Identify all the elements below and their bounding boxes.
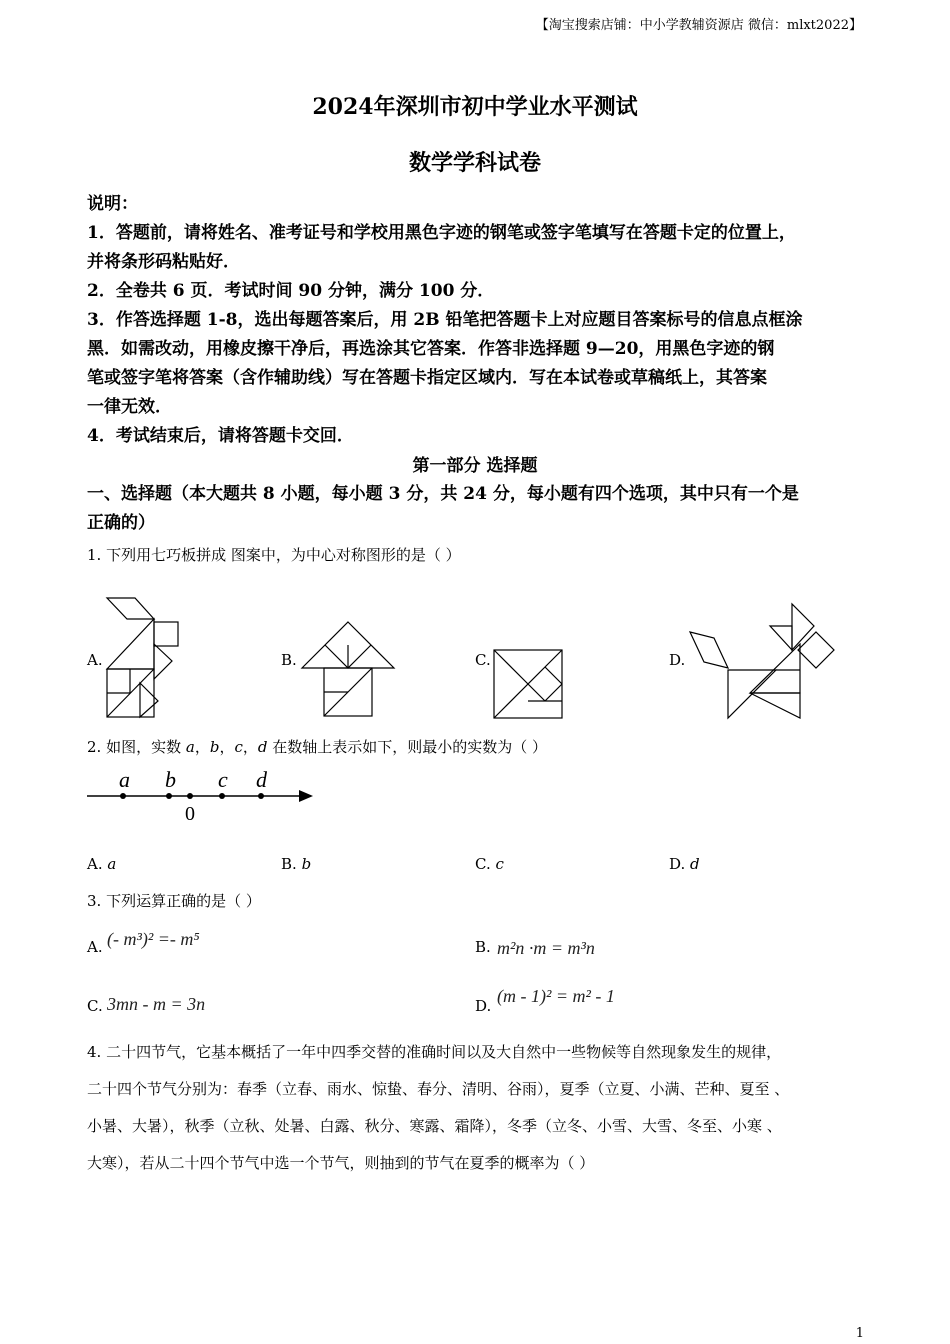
instruction-line: 1．答题前，请将姓名、准考证号和学校用黑色字迹的钢笔或签字笔填写在答题卡定的位置上， bbox=[87, 223, 796, 243]
part-heading bbox=[87, 480, 877, 538]
q1-option-a-label: A. bbox=[87, 651, 103, 669]
q2-option-c-value: c bbox=[495, 855, 504, 873]
q3-option-c-label: C. bbox=[87, 997, 103, 1015]
q2-var-b: b bbox=[209, 738, 220, 756]
q2-option-a-label: A. bbox=[87, 855, 108, 873]
q2-var-d: d bbox=[257, 738, 268, 756]
axis-label-b: b bbox=[165, 767, 176, 792]
q1-option-b-label: B. bbox=[281, 651, 297, 669]
question-3-text: 3. 下列运算正确的是（ ） bbox=[87, 892, 261, 910]
question-2-text: 2. 如图，实数 a，b，c，d 在数轴上表示如下，则最小的实数为（ ） bbox=[87, 738, 548, 756]
instruction-line: 并将条形码粘贴好． bbox=[87, 252, 240, 272]
section-title: 第一部分 选择题 bbox=[412, 456, 538, 476]
q3-option-d-expr: (m - 1)² = m² - 1 bbox=[497, 986, 615, 1006]
instruction-line: 说明： bbox=[87, 194, 138, 214]
q4-line: 小暑、大暑），秋季（立秋、处暑、白露、秋分、寒露、霜降），冬季（立冬、小雪、大雪、冬至、小寒 、 bbox=[87, 1117, 782, 1135]
tangram-figure-d bbox=[684, 598, 840, 722]
q2-option-c-label: C. bbox=[475, 855, 496, 873]
q2-option-b bbox=[281, 855, 311, 873]
number-line-figure bbox=[85, 764, 325, 828]
q1-option-c-label: C. bbox=[475, 651, 491, 669]
instructions bbox=[87, 190, 877, 451]
instruction-line: 黑．如需改动，用橡皮擦干净后，再选涂其它答案．作答非选择题 9—20，用黑色字迹的钢 bbox=[87, 339, 775, 359]
instruction-line: 4．考试结束后，请将答题卡交回． bbox=[87, 426, 354, 446]
q1-option-d-label: D. bbox=[669, 651, 686, 669]
question-4-text bbox=[87, 1034, 877, 1182]
q2-option-d-label: D. bbox=[669, 855, 691, 873]
q4-line: 大寒），若从二十四个节气中选一个节气，则抽到的节气在夏季的概率为（ ） bbox=[87, 1154, 595, 1172]
q2-text-post: 在数轴上表示如下，则最小的实数为（ ） bbox=[267, 738, 548, 756]
exam-subtitle: 数学学科试卷 bbox=[408, 150, 541, 176]
part-heading-line: 正确的） bbox=[87, 513, 155, 533]
point-a bbox=[120, 793, 126, 799]
instruction-line: 3．作答选择题 1-8，选出每题答案后，用 2B 铅笔把答题卡上对应题目答案标号的信息点框涂 bbox=[87, 310, 803, 330]
question-1-text: 1. 下列用七巧板拼成 图案中，为中心对称图形的是（ ） bbox=[87, 546, 461, 564]
q2-var-a: a bbox=[185, 738, 195, 756]
instruction-line: 一律无效． bbox=[87, 397, 172, 417]
instruction-line: 2．全卷共 6 页．考试时间 90 分钟，满分 100 分． bbox=[87, 281, 495, 301]
point-b bbox=[166, 793, 172, 799]
q2-option-a bbox=[87, 855, 116, 873]
tangram-figure-a bbox=[100, 592, 190, 724]
point-d bbox=[258, 793, 264, 799]
tangram-figure-b bbox=[296, 616, 400, 722]
q2-option-c bbox=[475, 855, 504, 873]
q3-option-b-label: B. bbox=[475, 938, 491, 956]
axis-arrow-icon bbox=[299, 790, 313, 802]
axis-label-c: c bbox=[218, 767, 228, 792]
q3-option-c-expr: 3mn - m = 3n bbox=[107, 994, 206, 1014]
part-heading-line: 一、选择题（本大题共 8 小题，每小题 3 分，共 24 分，每小题有四个选项，其中只有一个是 bbox=[87, 484, 799, 504]
tangram-figure-c bbox=[490, 646, 566, 722]
q3-option-a-label: A. bbox=[87, 938, 103, 956]
q2-var-c: c bbox=[234, 738, 243, 756]
q3-option-a-expr: (- m³)² =- m⁵ bbox=[107, 929, 200, 949]
q4-line: 4. 二十四节气，它基本概括了一年中四季交替的准确时间以及大自然中一些物候等自然现象发生的规律， bbox=[87, 1043, 782, 1061]
q2-option-d-value: d bbox=[690, 855, 700, 873]
page-number: 1 bbox=[855, 1326, 864, 1341]
axis-label-a: a bbox=[119, 767, 130, 792]
q2-text-pre: 2. 如图，实数 bbox=[87, 738, 186, 756]
q3-option-d-label: D. bbox=[475, 997, 492, 1015]
q3-option-b-expr: m²n ·m = m³n bbox=[497, 938, 595, 958]
q2-option-b-value: b bbox=[301, 855, 312, 873]
q2-option-b-label: B. bbox=[281, 855, 302, 873]
q2-option-d bbox=[669, 855, 700, 873]
exam-title: 2024年深圳市初中学业水平测试 bbox=[312, 94, 638, 120]
q2-option-a-value: a bbox=[107, 855, 117, 873]
point-c bbox=[219, 793, 225, 799]
axis-label-origin: 0 bbox=[185, 803, 195, 825]
axis-label-d: d bbox=[256, 767, 267, 792]
instruction-line: 笔或签字笔将答案（含作辅助线）写在答题卡指定区域内．写在本试卷或草稿纸上，其答案 bbox=[87, 368, 767, 388]
point-origin bbox=[187, 793, 193, 799]
q4-line: 二十四个节气分别为：春季（立春、雨水、惊蛰、春分、清明、谷雨），夏季（立夏、小满、芒种、夏至 、 bbox=[87, 1080, 790, 1098]
header-note: 【淘宝搜索店铺：中小学教辅资源店 微信：mlxt2022】 bbox=[535, 18, 862, 33]
